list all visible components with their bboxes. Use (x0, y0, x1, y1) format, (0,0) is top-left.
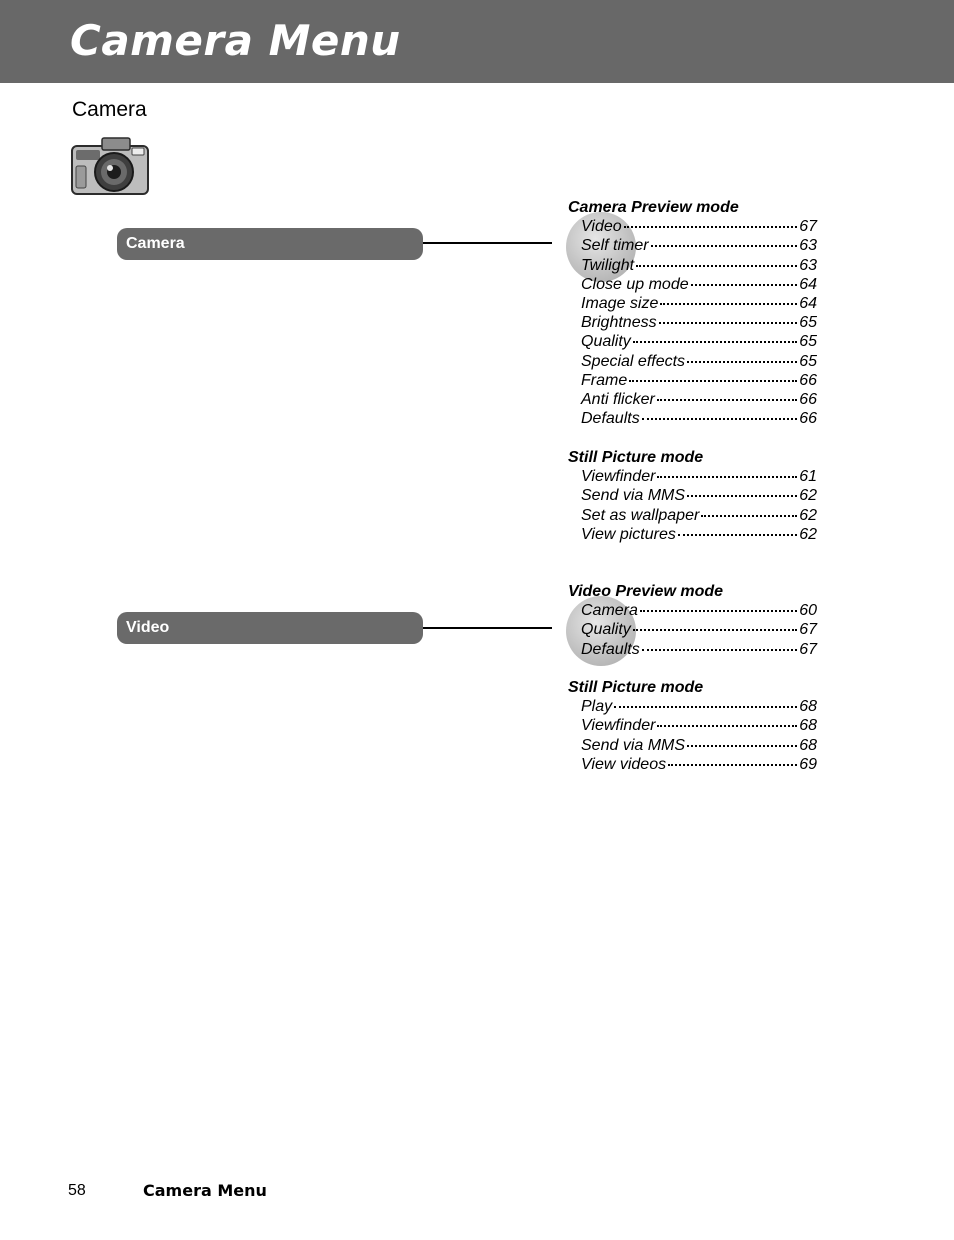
video-preview-group (568, 582, 820, 659)
dot-leader (633, 341, 797, 343)
camera-icon (70, 136, 154, 198)
entry-label: Twilight (581, 256, 635, 274)
menu-entry (581, 294, 817, 313)
dot-leader (633, 629, 797, 631)
menu-entry (581, 256, 817, 275)
dot-leader (657, 399, 797, 401)
entry-page-number: 67 (799, 640, 817, 658)
entry-page-number: 62 (799, 487, 817, 505)
entry-label: Defaults (581, 640, 640, 658)
footer-title: Camera Menu (143, 1181, 267, 1200)
entry-page-number: 64 (799, 294, 817, 312)
dot-leader (642, 418, 798, 420)
entry-page-number: 62 (799, 525, 817, 543)
group-heading: Camera Preview mode (568, 199, 739, 216)
menu-entry (581, 716, 817, 735)
entry-page-number: 65 (799, 352, 817, 370)
video-menu-bar[interactable] (117, 612, 423, 644)
dot-leader (636, 265, 797, 267)
entry-label: Close up mode (581, 275, 689, 293)
menu-entry (581, 736, 817, 755)
menu-entry (581, 640, 817, 659)
entry-page-number: 69 (799, 755, 817, 773)
entry-page-number: 68 (799, 698, 817, 716)
video-connector-line (423, 627, 552, 629)
dot-leader (624, 226, 798, 228)
entry-label: Quality (581, 333, 631, 351)
menu-entry (581, 313, 817, 332)
entry-label: Viewfinder (581, 717, 656, 735)
dot-leader (640, 610, 797, 612)
menu-entry (581, 217, 817, 236)
video-still-picture-group (568, 678, 820, 774)
page-title: Camera Menu (70, 16, 401, 65)
group-heading: Video Preview mode (568, 583, 724, 600)
menu-entry (581, 390, 817, 409)
entry-label: Set as wallpaper (581, 506, 700, 524)
entry-page-number: 67 (799, 621, 817, 639)
entry-label: Send via MMS (581, 487, 686, 505)
entry-page-number: 66 (799, 410, 817, 428)
menu-entry (581, 486, 817, 505)
dot-leader (691, 284, 798, 286)
entry-label: Anti flicker (581, 390, 655, 408)
entry-page-number: 66 (799, 390, 817, 408)
entry-page-number: 68 (799, 736, 817, 754)
menu-entry (581, 236, 817, 255)
dot-leader (660, 303, 797, 305)
dot-leader (668, 764, 797, 766)
entry-label: Self timer (581, 237, 649, 255)
entry-label: Frame (581, 371, 628, 389)
entry-page-number: 65 (799, 314, 817, 332)
camera-connector-line (423, 242, 552, 244)
menu-entry (581, 697, 817, 716)
entry-page-number: 62 (799, 506, 817, 524)
dot-leader (701, 515, 797, 517)
entry-page-number: 64 (799, 275, 817, 293)
menu-entry (581, 332, 817, 351)
entry-label: Quality (581, 621, 631, 639)
dot-leader (687, 745, 797, 747)
dot-leader (657, 476, 797, 478)
entry-label: Brightness (581, 314, 657, 332)
entry-label: View pictures (581, 525, 676, 543)
dot-leader (678, 534, 797, 536)
video-menu-label: Video (126, 619, 170, 636)
group-heading: Still Picture mode (568, 449, 704, 466)
entry-label: Image size (581, 294, 659, 312)
entry-page-number: 65 (799, 333, 817, 351)
dot-leader (651, 245, 798, 247)
dot-leader (657, 725, 797, 727)
camera-preview-group (568, 198, 820, 428)
dot-leader (629, 380, 797, 382)
menu-entry (581, 601, 817, 620)
entry-page-number: 63 (799, 256, 817, 274)
entry-page-number: 63 (799, 237, 817, 255)
menu-entry (581, 352, 817, 371)
entry-label: Play (581, 698, 613, 716)
camera-still-picture-group (568, 448, 820, 544)
menu-entry (581, 275, 817, 294)
entry-page-number: 61 (799, 468, 817, 486)
menu-entry (581, 755, 817, 774)
menu-entry (581, 620, 817, 639)
dot-leader (687, 361, 797, 363)
menu-entry (581, 506, 817, 525)
entry-page-number: 66 (799, 371, 817, 389)
entry-label: Camera (581, 602, 638, 620)
camera-menu-bar[interactable] (117, 228, 423, 260)
group-heading: Still Picture mode (568, 679, 704, 696)
dot-leader (687, 495, 797, 497)
dot-leader (642, 649, 798, 651)
section-title: Camera (72, 98, 147, 121)
entry-label: Viewfinder (581, 468, 656, 486)
camera-menu-label: Camera (126, 235, 185, 252)
entry-label: View videos (581, 755, 667, 773)
entry-label: Special effects (581, 352, 686, 370)
footer-page-number: 58 (68, 1182, 86, 1199)
dot-leader (614, 706, 797, 708)
menu-entry (581, 409, 817, 428)
entry-page-number: 67 (799, 218, 817, 236)
header-band (0, 0, 954, 83)
menu-entry (581, 371, 817, 390)
entry-page-number: 60 (799, 602, 817, 620)
entry-label: Defaults (581, 410, 640, 428)
entry-label: Send via MMS (581, 736, 686, 754)
entry-page-number: 68 (799, 717, 817, 735)
menu-entry (581, 467, 817, 486)
entry-label: Video (581, 218, 622, 236)
menu-entry (581, 525, 817, 544)
dot-leader (659, 322, 798, 324)
